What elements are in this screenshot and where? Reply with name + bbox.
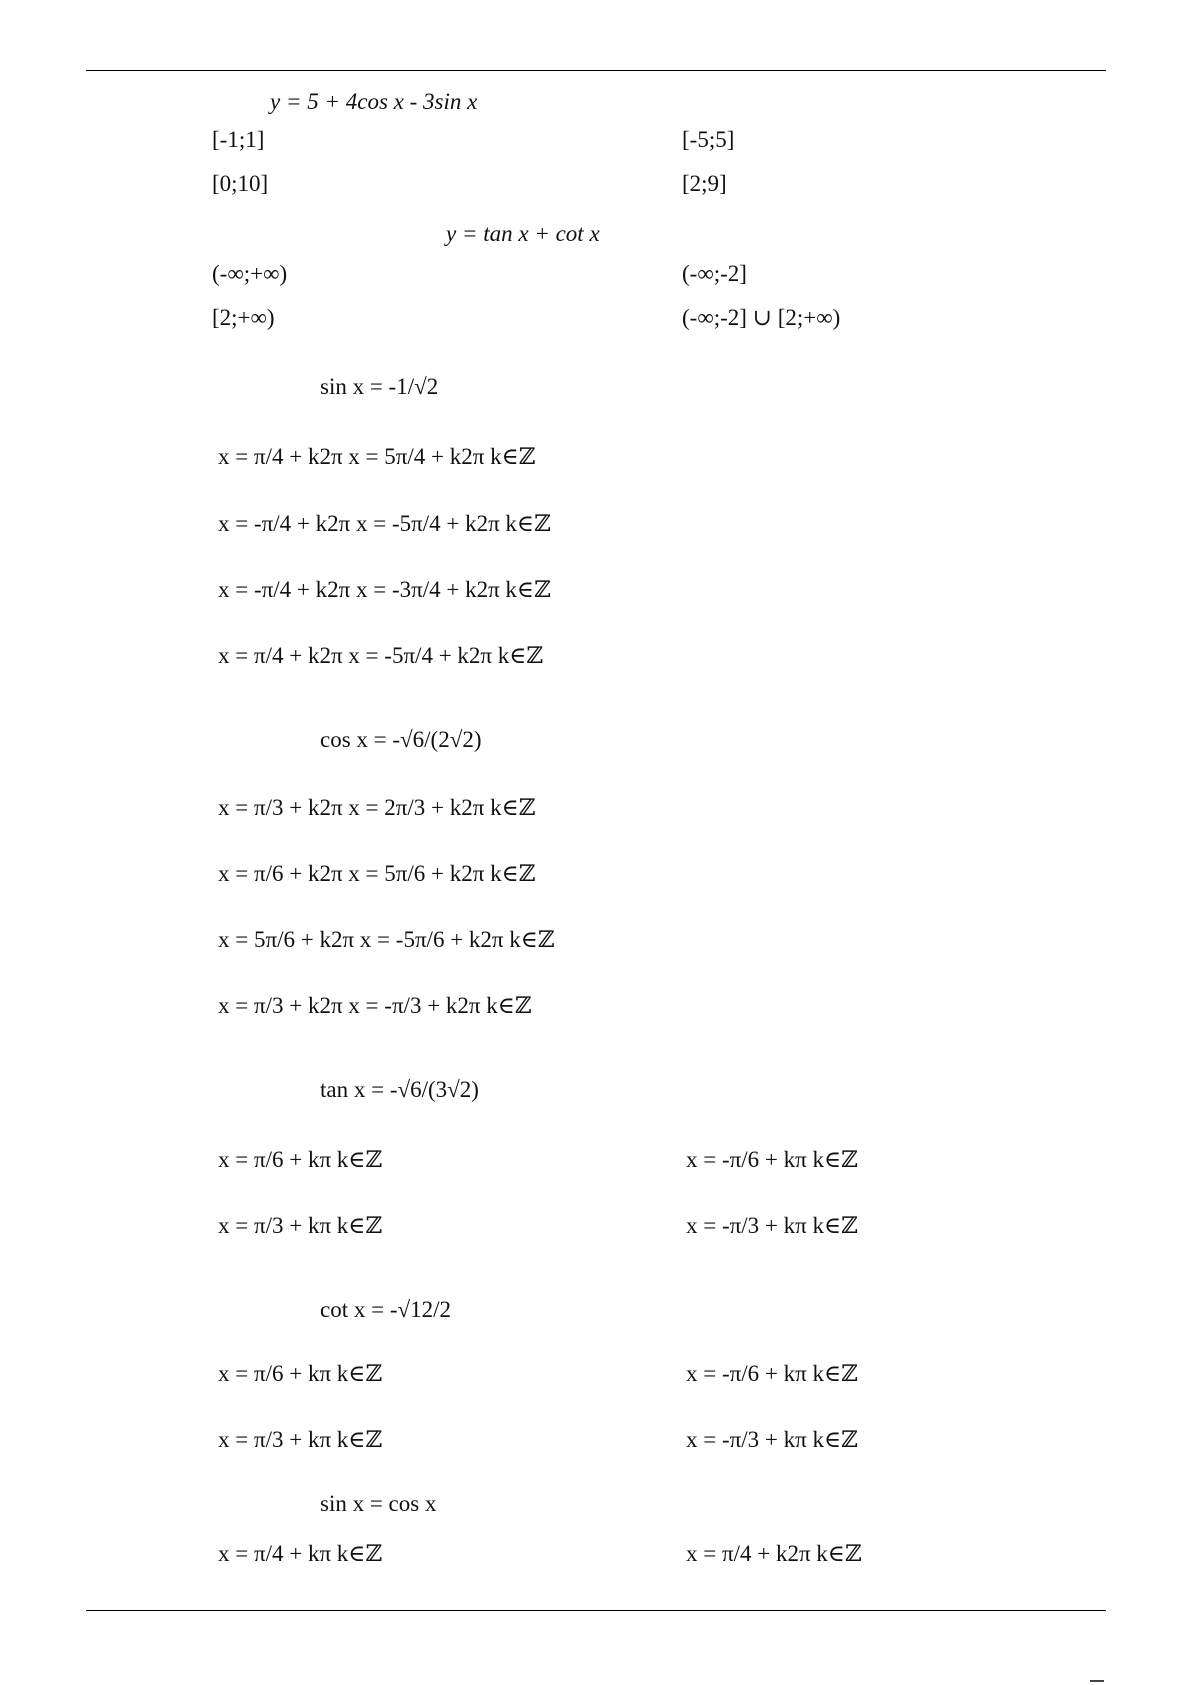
q6-option-a: x = π/6 + kπ k∈ℤ xyxy=(218,1361,383,1386)
q4-option-b: x = π/6 + k2π x = 5π/6 + k2π k∈ℤ xyxy=(218,861,536,886)
q2-option-b: (-∞;-2] xyxy=(682,261,747,286)
q1-expr-text: y = 5 + 4cos x - 3sin x xyxy=(270,89,478,114)
q4-option-a: x = π/3 + k2π x = 2π/3 + k2π k∈ℤ xyxy=(218,795,536,820)
q2-option-d: (-∞;-2] ∪ [2;+∞) xyxy=(682,305,841,330)
q1-option-c: [0;10] xyxy=(212,171,269,196)
q1-option-d: [2;9] xyxy=(682,171,727,196)
q6-option-d: x = -π/3 + kπ k∈ℤ xyxy=(686,1427,858,1452)
q5-expression: tan x = -√6/(3√2) xyxy=(320,1077,479,1102)
q5-option-d: x = -π/3 + kπ k∈ℤ xyxy=(686,1213,858,1238)
bottom-rule xyxy=(86,1610,1106,1611)
q7-expression: sin x = cos x xyxy=(320,1491,437,1516)
q6-option-b: x = -π/6 + kπ k∈ℤ xyxy=(686,1361,858,1386)
q6-option-c: x = π/3 + kπ k∈ℤ xyxy=(218,1427,383,1452)
q3-option-d: x = π/4 + k2π x = -5π/4 + k2π k∈ℤ xyxy=(218,643,544,668)
q2-expression: y = tan x + cot x xyxy=(446,221,600,246)
q3-option-a: x = π/4 + k2π x = 5π/4 + k2π k∈ℤ xyxy=(218,444,536,469)
q2-option-c: [2;+∞) xyxy=(212,305,275,330)
q1-option-a: [-1;1] xyxy=(212,127,265,152)
page-corner-mark xyxy=(1090,1680,1104,1682)
q4-option-d: x = π/3 + k2π x = -π/3 + k2π k∈ℤ xyxy=(218,993,532,1018)
q5-option-a: x = π/6 + kπ k∈ℤ xyxy=(218,1147,383,1172)
q1-option-b: [-5;5] xyxy=(682,127,735,152)
q4-option-c: x = 5π/6 + k2π x = -5π/6 + k2π k∈ℤ xyxy=(218,927,555,952)
q1-expression xyxy=(270,90,477,113)
q6-expression: cot x = -√12/2 xyxy=(320,1297,451,1322)
q3-option-c: x = -π/4 + k2π x = -3π/4 + k2π k∈ℤ xyxy=(218,577,551,602)
q3-expression: sin x = -1/√2 xyxy=(320,374,439,399)
q3-option-b: x = -π/4 + k2π x = -5π/4 + k2π k∈ℤ xyxy=(218,511,551,536)
q4-expression: cos x = -√6/(2√2) xyxy=(320,727,482,752)
top-rule xyxy=(86,70,1106,71)
q5-option-b: x = -π/6 + kπ k∈ℤ xyxy=(686,1147,858,1172)
q7-option-a: x = π/4 + kπ k∈ℤ xyxy=(218,1541,383,1566)
q2-option-a: (-∞;+∞) xyxy=(212,261,288,286)
q7-option-b: x = π/4 + k2π k∈ℤ xyxy=(686,1541,862,1566)
q5-option-c: x = π/3 + kπ k∈ℤ xyxy=(218,1213,383,1238)
